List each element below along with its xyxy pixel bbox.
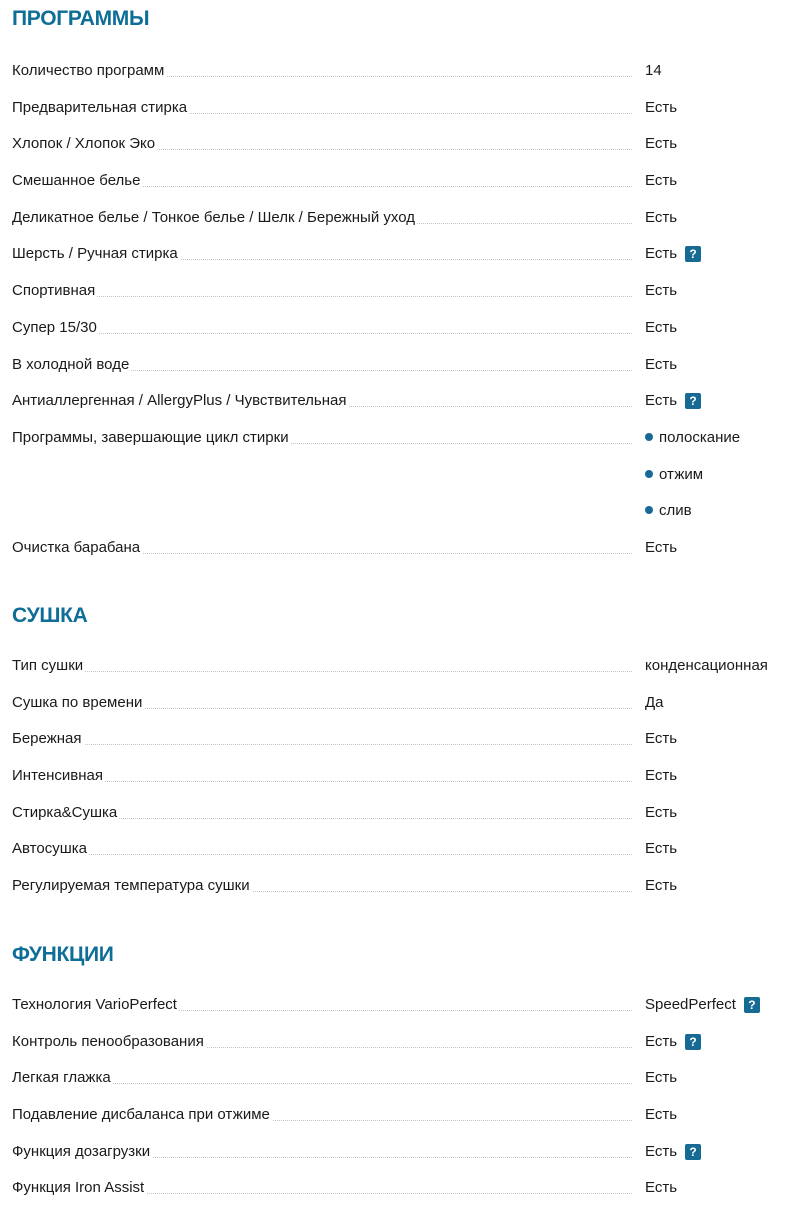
spec-value-text: Есть [645, 767, 678, 785]
spec-label: Супер 15/30 [12, 318, 97, 336]
spec-row [12, 244, 797, 281]
spec-label: Сушка по времени [12, 693, 143, 711]
spec-value [645, 208, 677, 228]
functions-rows [12, 995, 797, 1215]
spec-value [645, 693, 664, 713]
help-icon[interactable]: ? [685, 246, 701, 262]
section-title-programs: ПРОГРАММЫ [12, 7, 150, 30]
spec-label: Стирка&Сушка [12, 803, 118, 821]
bullet-icon [645, 470, 653, 478]
spec-value-text: Есть [645, 245, 678, 263]
spec-label: Хлопок / Хлопок Эко [12, 135, 156, 153]
spec-label: Автосушка [12, 840, 87, 858]
spec-value [645, 98, 677, 118]
spec-value-text: Есть [645, 1069, 678, 1087]
list-item-text: отжим [659, 465, 704, 483]
spec-value [645, 1142, 701, 1162]
spec-row [12, 876, 797, 913]
spec-label: Очистка барабана [12, 538, 141, 556]
spec-row [12, 134, 797, 171]
spec-value [645, 1032, 701, 1052]
spec-row [12, 1032, 797, 1069]
spec-value [645, 61, 662, 81]
spec-value [645, 1068, 677, 1088]
spec-value [645, 318, 677, 338]
bullet-icon [645, 506, 653, 514]
spec-value-text: Есть [645, 538, 678, 556]
spec-value [645, 729, 677, 749]
section-functions [12, 943, 797, 1197]
spec-row [12, 355, 797, 392]
spec-label: Бережная [12, 730, 82, 748]
spec-row [12, 281, 797, 318]
spec-value-text: Есть [645, 392, 678, 410]
spec-value [645, 1105, 677, 1125]
spec-label: Контроль пенообразования [12, 1032, 204, 1050]
list-item-text: слив [659, 502, 692, 520]
programs-rows [12, 61, 797, 575]
spec-value-text: Есть [645, 318, 678, 336]
spec-value [645, 839, 677, 859]
list-item [645, 465, 740, 502]
spec-label: Спортивная [12, 282, 96, 300]
spec-value-text: Есть [645, 730, 678, 748]
spec-row [12, 995, 797, 1032]
spec-row [12, 1178, 797, 1215]
help-icon[interactable]: ? [685, 393, 701, 409]
spec-label: Функция дозагрузки [12, 1142, 151, 1160]
section-drying [12, 604, 797, 895]
spec-label: Количество программ [12, 62, 165, 79]
spec-row [12, 656, 797, 693]
spec-label: В холодной воде [12, 355, 130, 373]
spec-row [12, 391, 797, 428]
spec-value-text: Есть [645, 355, 678, 373]
spec-label: Деликатное белье / Тонкое белье / Шелк / Бережный уход [12, 208, 415, 226]
spec-value [645, 1178, 677, 1198]
spec-label: Легкая глажка [12, 1069, 111, 1087]
section-title-functions: ФУНКЦИИ [12, 943, 114, 966]
spec-value-text: Есть [645, 840, 678, 858]
finishing-list [645, 428, 740, 538]
spec-row [12, 98, 797, 135]
spec-label: Программы, завершающие цикл стирки [12, 428, 289, 446]
spec-label: Предварительная стирка [12, 98, 188, 116]
spec-value-text: 14 [645, 62, 662, 79]
spec-row [12, 1105, 797, 1142]
spec-value-text: SpeedPerfect [645, 996, 736, 1013]
spec-value-text: Есть [645, 1032, 678, 1050]
spec-label: Технология VarioPerfect [12, 996, 177, 1013]
spec-value [645, 995, 760, 1015]
spec-value-text: Есть [645, 135, 678, 153]
spec-value [645, 766, 677, 786]
spec-label: Подавление дисбаланса при отжиме [12, 1106, 270, 1124]
spec-value [645, 134, 677, 154]
drying-rows [12, 656, 797, 913]
spec-value [645, 171, 677, 191]
spec-value-text: Есть [645, 1142, 678, 1160]
spec-value-text: конденсационная [645, 657, 768, 674]
spec-row [12, 318, 797, 355]
spec-value-text: Есть [645, 1179, 678, 1197]
spec-label: Антиаллергенная / AllergyPlus / Чувствительная [12, 392, 347, 410]
help-icon[interactable]: ? [685, 1034, 701, 1050]
spec-label: Интенсивная [12, 767, 103, 785]
spec-value-text: Есть [645, 172, 678, 190]
spec-label: Шерсть / Ручная стирка [12, 245, 178, 263]
spec-value-text: Есть [645, 208, 678, 226]
help-icon[interactable]: ? [685, 1144, 701, 1160]
spec-label: Смешанное белье [12, 172, 141, 190]
spec-row [12, 1142, 797, 1179]
bullet-icon [645, 433, 653, 441]
spec-row [12, 61, 797, 98]
spec-row [12, 729, 797, 766]
spec-label: Функция Iron Assist [12, 1179, 145, 1197]
spec-row [12, 803, 797, 840]
spec-value [645, 391, 701, 411]
list-item-text: полоскание [659, 428, 741, 446]
spec-row [12, 538, 797, 575]
spec-label: Тип сушки [12, 657, 84, 674]
section-programs [12, 7, 797, 556]
spec-value-text: Да [645, 693, 664, 711]
spec-value-text: Есть [645, 803, 678, 821]
spec-value-text: Есть [645, 98, 678, 116]
spec-row [12, 208, 797, 245]
spec-value [645, 656, 768, 676]
spec-value-text: Есть [645, 1106, 678, 1124]
list-item [645, 501, 740, 538]
section-title-drying: СУШКА [12, 604, 88, 627]
spec-row-finishing [12, 428, 797, 538]
spec-value [645, 803, 677, 823]
spec-value-text: Есть [645, 282, 678, 300]
help-icon[interactable]: ? [744, 997, 760, 1013]
spec-row [12, 839, 797, 876]
spec-row [12, 766, 797, 803]
list-item [645, 428, 740, 465]
spec-row [12, 1068, 797, 1105]
spec-label: Регулируемая температура сушки [12, 877, 250, 895]
spec-value [645, 876, 677, 896]
spec-value [645, 355, 677, 375]
spec-value [645, 538, 677, 558]
spec-row [12, 693, 797, 730]
spec-value [645, 244, 701, 264]
spec-value [645, 281, 677, 301]
spec-value-text: Есть [645, 877, 678, 895]
spec-row [12, 171, 797, 208]
